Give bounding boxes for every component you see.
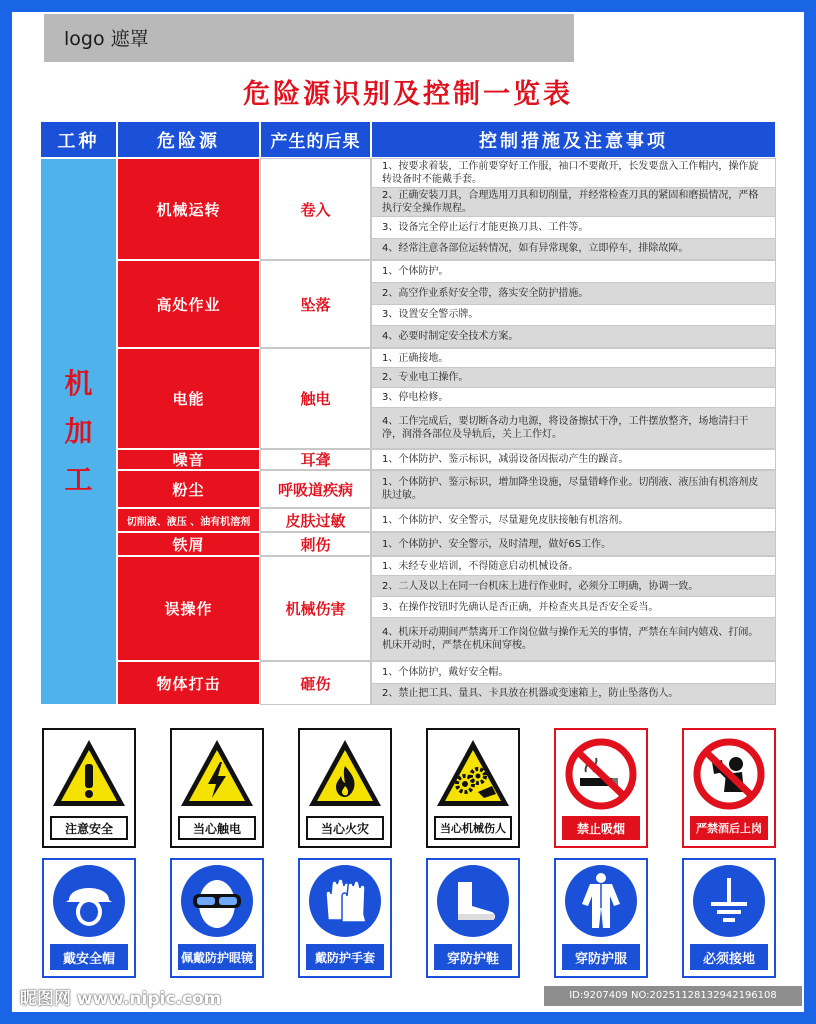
helmet-icon <box>52 864 126 938</box>
header-consequence: 产生的后果 <box>260 121 371 158</box>
fire-icon <box>306 736 384 812</box>
measure-item: 1、个体防护、安全警示，尽量避免皮肤接触有机溶剂。 <box>371 508 776 532</box>
consequence-cell: 皮肤过敏 <box>260 508 371 532</box>
measure-item: 2、正确安装刀具，合理选用刀具和切削量，并经常检查刀具的紧固和磨损情况，严格执行安全操作规程。 <box>371 188 776 217</box>
measures-cell <box>371 348 776 449</box>
sign-label: 穿防护服 <box>562 944 640 970</box>
measure-item: 3、在操作按钮时先确认是否正确，并检查夹具是否安全妥当。 <box>371 597 776 618</box>
measures-cell <box>371 470 776 508</box>
sign-label: 穿防护鞋 <box>434 944 512 970</box>
measure-item: 2、二人及以上在同一台机床上进行作业时，必须分工明确，协调一致。 <box>371 576 776 597</box>
sign-no-smoking <box>554 728 648 848</box>
sign-electric <box>170 728 264 848</box>
sign-label: 禁止吸烟 <box>562 816 640 840</box>
hazard-cell: 误操作 <box>117 556 260 661</box>
exclamation-icon <box>50 736 128 812</box>
mandatory-signs-row <box>40 858 776 978</box>
sign-label: 必须接地 <box>690 944 768 970</box>
hazard-cell: 切削液、液压 、油有机溶剂 <box>117 508 260 532</box>
measures-cell <box>371 661 776 705</box>
header-job: 工种 <box>40 121 117 158</box>
gears-hand-icon <box>434 736 512 812</box>
measure-item: 3、设备完全停止运行才能更换刀具、工件等。 <box>371 217 776 239</box>
measure-item: 4、必要时制定安全技术方案。 <box>371 326 776 348</box>
hazard-cell: 噪音 <box>117 449 260 470</box>
watermark: 昵图网 www.nipic.com <box>20 989 222 1009</box>
sign-label: 当心触电 <box>178 816 256 840</box>
consequence-cell: 机械伤害 <box>260 556 371 661</box>
sign-label: 戴防护手套 <box>306 944 384 970</box>
measures-cell <box>371 260 776 348</box>
protective-suit-icon <box>564 864 638 938</box>
sign-label: 注意安全 <box>50 816 128 840</box>
measures-cell <box>371 158 776 260</box>
no-smoking-icon <box>562 736 640 812</box>
job-char: 工 <box>64 462 93 496</box>
measures-cell <box>371 556 776 661</box>
measures-cell <box>371 508 776 532</box>
sign-fire <box>298 728 392 848</box>
hazard-cell: 高处作业 <box>117 260 260 348</box>
hazard-cell: 机械运转 <box>117 158 260 260</box>
header-hazard: 危险源 <box>117 121 260 158</box>
gloves-icon <box>308 864 382 938</box>
measure-item: 1、个体防护、安全警示，及时清理，做好6S工作。 <box>371 532 776 556</box>
lightning-icon <box>178 736 256 812</box>
consequence-cell: 砸伤 <box>260 661 371 705</box>
measure-item: 1、按要求着装，工作前要穿好工作服，袖口不要敞开，长发要盘入工作帽内，操作旋转设备时不能戴手套。 <box>371 158 776 188</box>
measure-item: 1、未经专业培训，不得随意启动机械设备。 <box>371 556 776 576</box>
hazard-cell: 电能 <box>117 348 260 449</box>
header-measures: 控制措施及注意事项 <box>371 121 776 158</box>
warning-signs-row <box>40 728 776 848</box>
sign-goggles <box>170 858 264 978</box>
sign-gloves <box>298 858 392 978</box>
top-border <box>0 0 816 12</box>
measure-item: 2、高空作业系好安全带，落实安全防护措施。 <box>371 283 776 305</box>
sign-label: 严禁酒后上岗 <box>690 816 768 840</box>
sign-label: 当心火灾 <box>306 816 384 840</box>
measure-item: 2、专业电工操作。 <box>371 368 776 388</box>
consequence-cell: 触电 <box>260 348 371 449</box>
measure-item: 4、经常注意各部位运转情况，如有异常现象，立即停车，排除故障。 <box>371 239 776 261</box>
measure-item: 1、正确接地。 <box>371 348 776 368</box>
measure-item: 2、禁止把工具、量具、卡具放在机器或变速箱上，防止坠落伤人。 <box>371 684 776 706</box>
measures-cell <box>371 449 776 470</box>
image-id-bar: ID:9207409 NO:20251128132942196108 <box>544 986 802 1006</box>
measure-item: 1、个体防护、鉴示标识，增加降坐设施，尽量错峰作业。切削液、液压油有机溶剂皮肤过敏。 <box>371 470 776 508</box>
hazard-cell: 粉尘 <box>117 470 260 508</box>
consequence-cell: 呼吸道疾病 <box>260 470 371 508</box>
sign-label: 佩戴防护眼镜 <box>178 944 256 970</box>
job-char: 机 <box>64 366 93 400</box>
right-border <box>804 0 816 1024</box>
sign-label: 戴安全帽 <box>50 944 128 970</box>
measure-item: 1、个体防护。 <box>371 260 776 283</box>
measure-item: 3、设置安全警示牌。 <box>371 305 776 327</box>
boots-icon <box>436 864 510 938</box>
sign-label: 当心机械伤人 <box>434 816 512 840</box>
consequence-cell: 卷入 <box>260 158 371 260</box>
hazard-cell: 物体打击 <box>117 661 260 705</box>
job-type-cell <box>40 158 117 705</box>
page-title: 危险源识别及控制一览表 <box>243 79 573 110</box>
sign-boots <box>426 858 520 978</box>
measure-item: 1、个体防护、鉴示标识，减弱设备因振动产生的躁音。 <box>371 449 776 470</box>
hazard-cell: 铁屑 <box>117 532 260 556</box>
bottom-border <box>0 1012 816 1024</box>
no-drinking-icon <box>690 736 768 812</box>
measures-cell <box>371 532 776 556</box>
sign-no-drinking <box>682 728 776 848</box>
measure-item: 3、停电检修。 <box>371 388 776 408</box>
sign-machine <box>426 728 520 848</box>
consequence-cell: 坠落 <box>260 260 371 348</box>
logo-placeholder: logo 遮罩 <box>44 14 574 62</box>
left-border <box>0 0 12 1024</box>
consequence-cell: 刺伤 <box>260 532 371 556</box>
consequence-cell: 耳聋 <box>260 449 371 470</box>
sign-attention <box>42 728 136 848</box>
sign-suit <box>554 858 648 978</box>
measure-item: 4、工作完成后，要切断各动力电源，将设备擦拭干净，工件摆放整齐，场地清扫干净，润滑各部位及导轨后，关上工作灯。 <box>371 408 776 449</box>
goggles-icon <box>180 864 254 938</box>
ground-icon <box>692 864 766 938</box>
job-char: 加 <box>64 414 93 448</box>
sign-helmet <box>42 858 136 978</box>
measure-item: 1、个体防护，戴好安全帽。 <box>371 661 776 684</box>
measure-item: 4、机床开动期间严禁离开工作岗位做与操作无关的事情，严禁在车间内嬉戏、打闹。机床开动时，严禁在机床间穿梭。 <box>371 618 776 661</box>
hazard-table <box>40 121 776 715</box>
sign-ground <box>682 858 776 978</box>
